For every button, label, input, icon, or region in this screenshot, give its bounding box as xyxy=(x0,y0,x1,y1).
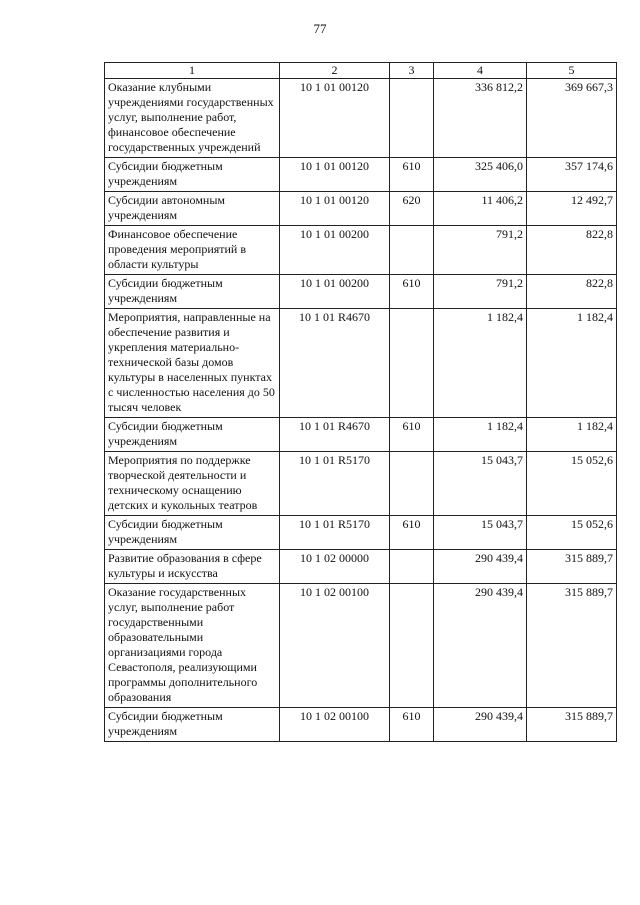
row-name: Оказание клубными учреждениями государственных услуг, выполнение работ, финансовое обеспечение государственных учреждений xyxy=(105,79,280,158)
row-value-1: 1 182,4 xyxy=(434,309,527,418)
row-value-1: 336 812,2 xyxy=(434,79,527,158)
column-header-4: 4 xyxy=(434,63,527,79)
table-row xyxy=(105,226,617,275)
row-value-2: 315 889,7 xyxy=(527,584,617,708)
table-row xyxy=(105,708,617,742)
row-type: 610 xyxy=(390,516,434,550)
row-name: Субсидии автономным учреждениям xyxy=(105,192,280,226)
table-header-row xyxy=(105,63,617,79)
row-type xyxy=(390,452,434,516)
row-code: 10 1 02 00100 xyxy=(280,584,390,708)
row-type xyxy=(390,584,434,708)
row-code: 10 1 01 00200 xyxy=(280,226,390,275)
table-body xyxy=(105,79,617,742)
row-value-1: 290 439,4 xyxy=(434,550,527,584)
row-code: 10 1 01 00120 xyxy=(280,158,390,192)
column-header-2: 2 xyxy=(280,63,390,79)
row-value-1: 325 406,0 xyxy=(434,158,527,192)
row-value-2: 1 182,4 xyxy=(527,309,617,418)
table-row xyxy=(105,452,617,516)
table-row xyxy=(105,550,617,584)
table-row xyxy=(105,79,617,158)
table-row xyxy=(105,275,617,309)
row-value-2: 315 889,7 xyxy=(527,708,617,742)
row-value-2: 1 182,4 xyxy=(527,418,617,452)
row-code: 10 1 01 00200 xyxy=(280,275,390,309)
row-value-1: 791,2 xyxy=(434,226,527,275)
row-value-1: 15 043,7 xyxy=(434,516,527,550)
table-row xyxy=(105,158,617,192)
row-value-2: 12 492,7 xyxy=(527,192,617,226)
row-value-2: 822,8 xyxy=(527,275,617,309)
row-value-1: 290 439,4 xyxy=(434,708,527,742)
row-name: Финансовое обеспечение проведения мероприятий в области культуры xyxy=(105,226,280,275)
row-type: 610 xyxy=(390,418,434,452)
page-number: 77 xyxy=(313,21,327,36)
row-code: 10 1 01 00120 xyxy=(280,79,390,158)
column-header-1: 1 xyxy=(105,63,280,79)
row-value-1: 15 043,7 xyxy=(434,452,527,516)
column-header-5: 5 xyxy=(527,63,617,79)
row-name: Оказание государственных услуг, выполнение работ государственными образовательными организациями города Севастополя, реализующими программы дополнительного образования xyxy=(105,584,280,708)
row-name: Субсидии бюджетным учреждениям xyxy=(105,418,280,452)
row-value-2: 15 052,6 xyxy=(527,516,617,550)
table-row xyxy=(105,309,617,418)
row-type xyxy=(390,309,434,418)
row-value-2: 369 667,3 xyxy=(527,79,617,158)
table-row xyxy=(105,418,617,452)
row-name: Развитие образования в сфере культуры и искусства xyxy=(105,550,280,584)
row-code: 10 1 01 R4670 xyxy=(280,309,390,418)
row-code: 10 1 01 R5170 xyxy=(280,516,390,550)
row-value-1: 1 182,4 xyxy=(434,418,527,452)
row-code: 10 1 01 R4670 xyxy=(280,418,390,452)
row-value-2: 822,8 xyxy=(527,226,617,275)
row-name: Мероприятия, направленные на обеспечение развития и укрепления материально-технической базы домов культуры в населенных пунктах с численностью населения до 50 тысяч человек xyxy=(105,309,280,418)
row-type xyxy=(390,79,434,158)
row-name: Субсидии бюджетным учреждениям xyxy=(105,158,280,192)
row-value-1: 791,2 xyxy=(434,275,527,309)
row-code: 10 1 01 00120 xyxy=(280,192,390,226)
table-row xyxy=(105,516,617,550)
row-type: 610 xyxy=(390,708,434,742)
row-value-1: 11 406,2 xyxy=(434,192,527,226)
row-code: 10 1 02 00000 xyxy=(280,550,390,584)
row-value-1: 290 439,4 xyxy=(434,584,527,708)
row-value-2: 315 889,7 xyxy=(527,550,617,584)
row-code: 10 1 01 R5170 xyxy=(280,452,390,516)
row-value-2: 357 174,6 xyxy=(527,158,617,192)
row-type xyxy=(390,226,434,275)
table-row xyxy=(105,584,617,708)
row-type: 610 xyxy=(390,275,434,309)
row-name: Мероприятия по поддержке творческой деятельности и техническому оснащению детских и кукольных театров xyxy=(105,452,280,516)
row-type: 620 xyxy=(390,192,434,226)
row-value-2: 15 052,6 xyxy=(527,452,617,516)
row-name: Субсидии бюджетным учреждениям xyxy=(105,275,280,309)
row-type: 610 xyxy=(390,158,434,192)
row-code: 10 1 02 00100 xyxy=(280,708,390,742)
table-row xyxy=(105,192,617,226)
budget-table xyxy=(104,62,617,742)
row-name: Субсидии бюджетным учреждениям xyxy=(105,516,280,550)
column-header-3: 3 xyxy=(390,63,434,79)
row-type xyxy=(390,550,434,584)
row-name: Субсидии бюджетным учреждениям xyxy=(105,708,280,742)
